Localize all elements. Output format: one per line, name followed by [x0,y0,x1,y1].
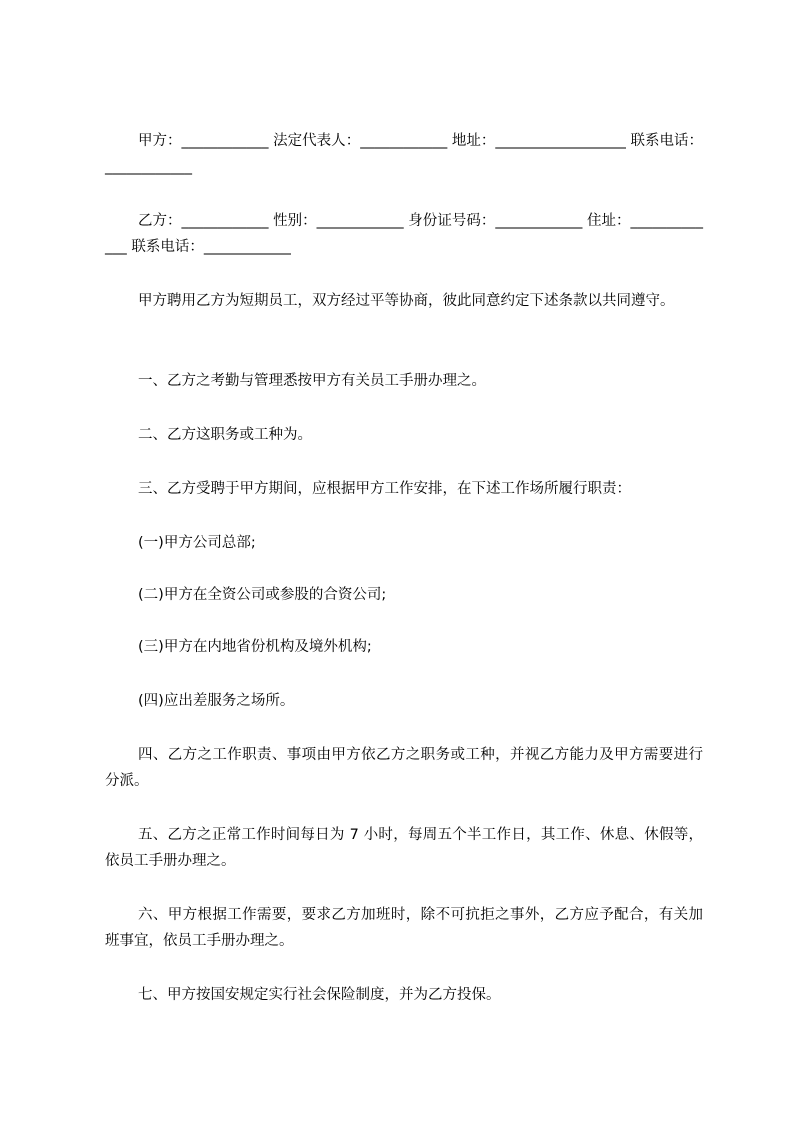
clause-3-item-4: (四)应出差服务之场所。 [138,693,295,709]
preamble: 甲方聘用乙方为短期员工，双方经过平等协商，彼此同意约定下述条款以共同遵守。 [138,293,675,309]
clause-3: 三、乙方受聘于甲方期间，应根据甲方工作安排，在下述工作场所履行职责： [138,481,631,497]
clause-3-item-2: (二)甲方在全资公司或参股的合资公司; [138,587,387,603]
clause-5: 五、乙方之正常工作时间每日为 7 小时，每周五个半工作日，其工作、休息、休假等，依员工手册办理之。 [105,827,703,869]
clause-7: 七、甲方按国安规定实行社会保险制度，并为乙方投保。 [138,987,501,1003]
clause-4: 四、乙方之工作职责、事项由甲方依乙方之职务或工种，并视乙方能力及甲方需要进行分派。 [105,747,703,789]
clause-3-item-3: (三)甲方在内地省份机构及境外机构; [138,639,372,655]
clause-3-item-1: (一)甲方公司总部; [138,535,256,551]
party-a-info: 甲方：____________ 法定代表人：____________ 地址：__________________ 联系电话：____________ [105,133,703,175]
clause-1: 一、乙方之考勤与管理悉按甲方有关员工手册办理之。 [138,373,486,389]
clause-6: 六、甲方根据工作需要，要求乙方加班时，除不可抗拒之事外，乙方应予配合，有关加班事宜，依员工手册办理之。 [105,907,703,949]
party-b-info: 乙方：____________ 性别：____________ 身份证号码：____________ 住址：_____________ 联系电话：____________ [105,213,703,255]
clause-2: 二、乙方这职务或工种为。 [138,427,312,443]
